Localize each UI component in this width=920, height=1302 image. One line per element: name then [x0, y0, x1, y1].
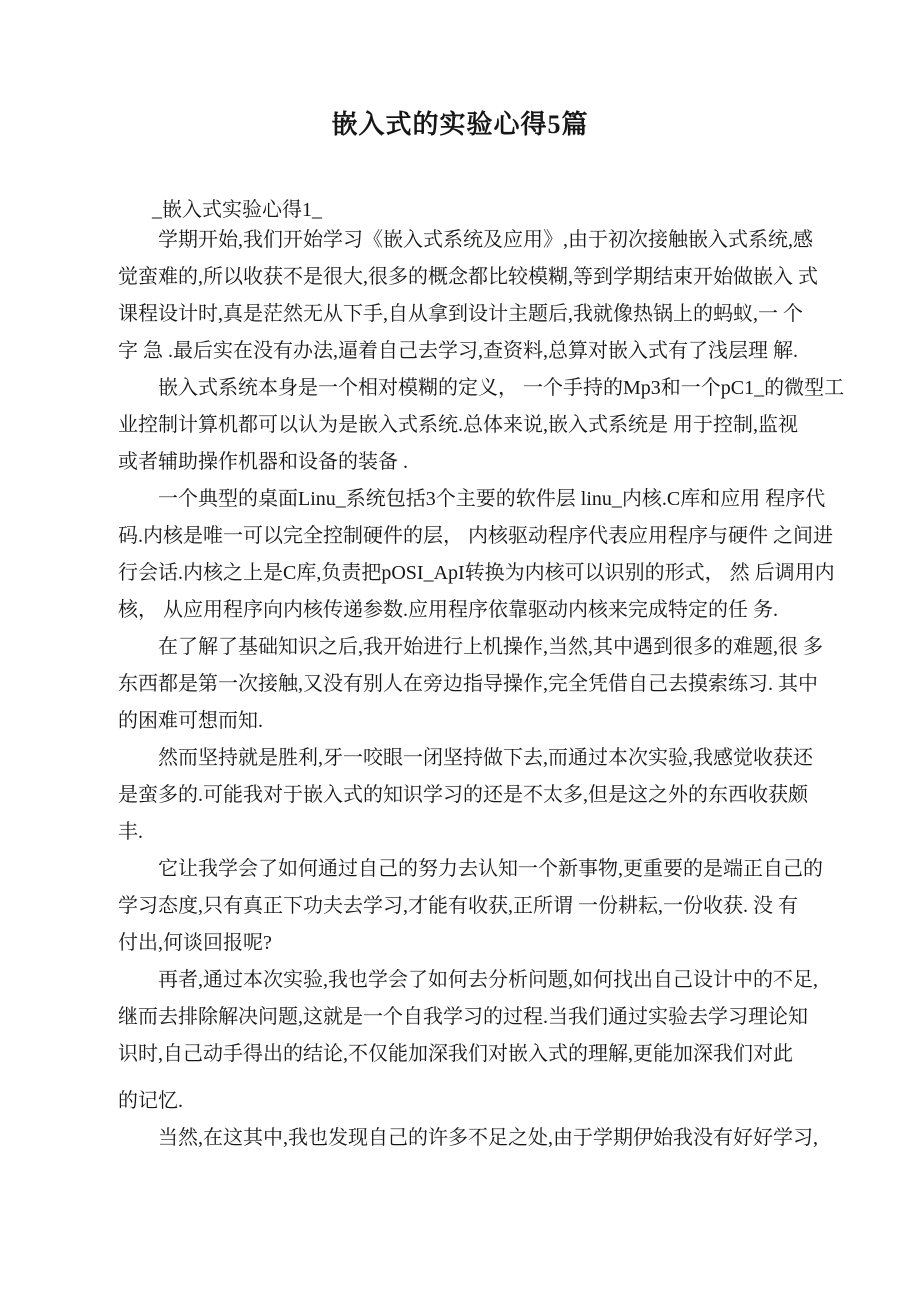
paragraph — [118, 851, 823, 962]
text-line: 核， 从应用程序向内核传递参数.应用程序依靠驱动内核来完成特定的任 务. — [118, 599, 778, 621]
paragraph — [118, 481, 835, 629]
text-line: 丰. — [118, 821, 143, 843]
text-line: 觉蛮难的,所以收获不是很大,很多的概念都比较模糊,等到学期结束开始做嵌入 式 — [118, 266, 818, 288]
paragraph — [118, 629, 823, 740]
text-line: 然而坚持就是胜利,牙一咬眼一闭坚持做下去,而通过本次实验,我感觉收获还 — [158, 747, 813, 769]
text-line: 一个典型的桌面Linu_系统包括3个主要的软件层 linu_内核.C库和应用 程序代 — [158, 488, 826, 510]
text-line: 付出,何谈回报呢? — [118, 932, 272, 954]
text-line: 的困难可想而知. — [118, 710, 263, 732]
text-line: 或者辅助操作机器和设备的装备 . — [118, 451, 408, 473]
text-line: 行会话.内核之上是C库,负责把pOSI_ApI转换为内核可以识别的形式， 然 后调用内 — [118, 562, 835, 584]
text-line: 继而去排除解决问题,这就是一个自我学习的过程.当我们通过实验去学习理论知 — [118, 1006, 808, 1028]
text-line: 它让我学会了如何通过自己的努力去认知一个新事物,更重要的是端正自己的 — [158, 858, 823, 880]
paragraph — [118, 222, 818, 370]
paragraph — [118, 1083, 808, 1120]
text-line: 字 急 .最后实在没有办法,逼着自己去学习,查资料,总算对嵌入式有了浅层理 解. — [118, 340, 798, 362]
text-line: 业控制计算机都可以认为是嵌入式系统.总体来说,嵌入式系统是 用于控制,监视 — [118, 414, 798, 436]
text-line: 学习态度,只有真正下功夫去学习,才能有收获,正所谓 一份耕耘,一份收获. 没 有 — [118, 895, 798, 917]
section-heading: _嵌入式实验心得1_ — [152, 199, 322, 221]
document-title: 嵌入式的实验心得5篇 — [331, 110, 589, 139]
paragraph — [118, 370, 845, 481]
text-line: 嵌入式系统本身是一个相对模糊的定义， 一个手持的Mp3和一个pC1_的微型工 — [158, 377, 845, 399]
text-line: 识时,自己动手得出的结论,不仅能加深我们对嵌入式的理解,更能加深我们对此 — [118, 1043, 793, 1065]
text-line: 当然,在这其中,我也发现自己的许多不足之处,由于学期伊始我没有好好学习, — [158, 1127, 818, 1149]
text-line: 课程设计时,真是茫然无从下手,自从拿到设计主题后,我就像热锅上的蚂蚁,一 个 — [118, 303, 803, 325]
text-line: 是蛮多的.可能我对于嵌入式的知识学习的还是不太多,但是这之外的东西收获颇 — [118, 784, 808, 806]
text-line: 再者,通过本次实验,我也学会了如何去分析问题,如何找出自己设计中的不足, — [158, 969, 818, 991]
text-line: 学期开始,我们开始学习《嵌入式系统及应用》,由于初次接触嵌入式系统,感 — [158, 229, 813, 251]
text-line: 在了解了基础知识之后,我开始进行上机操作,当然,其中遇到很多的难题,很 多 — [158, 636, 823, 658]
text-line: 东西都是第一次接触,又没有别人在旁边指导操作,完全凭借自己去摸索练习. 其中 — [118, 673, 818, 695]
document-body — [118, 222, 845, 1157]
paragraph — [118, 962, 818, 1073]
text-line: 码.内核是唯一可以完全控制硬件的层， 内核驱动程序代表应用程序与硬件 之间进 — [118, 525, 833, 547]
paragraph — [118, 740, 813, 851]
text-line: 的记忆. — [118, 1090, 183, 1112]
paragraph — [118, 1120, 818, 1157]
